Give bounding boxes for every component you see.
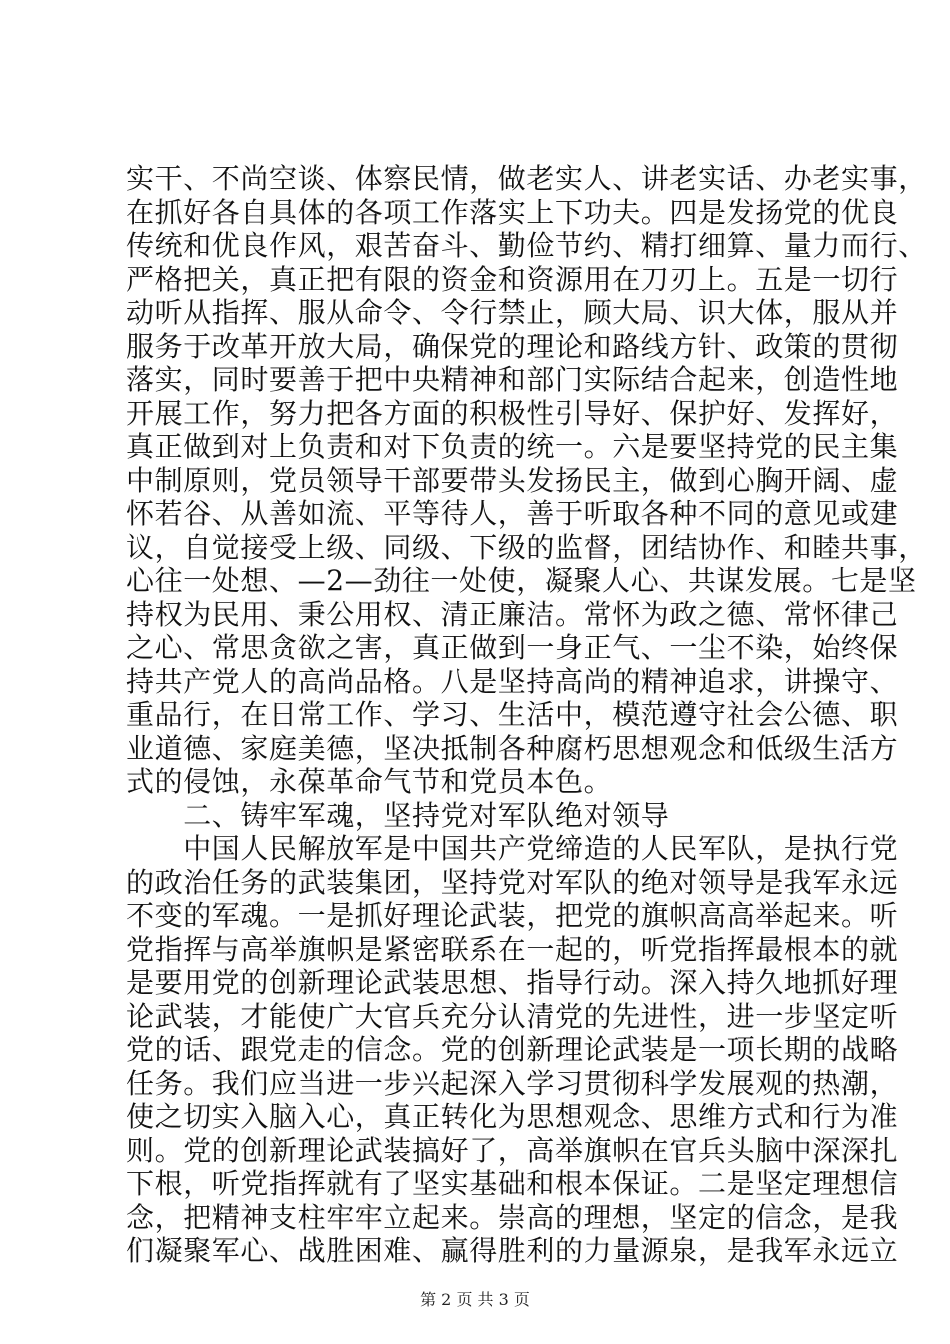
text-line: 中制原则，党员领导干部要带头发扬民主，做到心胸开阔、虚	[126, 463, 899, 497]
document-body	[126, 162, 927, 1268]
text-line: 式的侵蚀，永葆革命气节和党员本色。	[126, 765, 613, 798]
text-line: 实干、不尚空谈、体察民情，做老实人、讲老实话、办老实事，	[126, 162, 927, 195]
text-line: 在抓好各自具体的各项工作落实上下功夫。四是发扬党的优良	[126, 195, 899, 229]
section-heading: 二、铸牢军魂，坚持党对军队绝对领导	[126, 798, 670, 832]
text-line: 业道德、家庭美德，坚决抵制各种腐朽思想观念和低级生活方	[126, 731, 899, 765]
text-line: 真正做到对上负责和对下负责的统一。六是要坚持党的民主集	[126, 430, 899, 463]
text-line: 议，自觉接受上级、同级、下级的监督，团结协作、和睦共事，	[126, 530, 927, 564]
text-line: 使之切实入脑入心，真正转化为思想观念、思维方式和行为准	[126, 1100, 899, 1133]
text-line: 是要用党的创新理论武装思想、指导行动。深入持久地抓好理	[126, 966, 899, 999]
text-line: 持权为民用、秉公用权、清正廉洁。常怀为政之德、常怀律己	[126, 597, 899, 631]
text-line: 之心、常思贪欲之害，真正做到一身正气、一尘不染，始终保	[126, 631, 899, 664]
text-line: 们凝聚军心、战胜困难、赢得胜利的力量源泉，是我军永远立	[126, 1234, 899, 1267]
text-line: 怀若谷、从善如流、平等待人，善于听取各种不同的意见或建	[126, 497, 899, 530]
text-line: 下根，听党指挥就有了坚实基础和根本保证。二是坚定理想信	[126, 1167, 899, 1200]
text-line: 的政治任务的武装集团，坚持党对军队的绝对领导是我军永远	[126, 865, 899, 899]
text-line: 则。党的创新理论武装搞好了，高举旗帜在官兵头脑中深深扎	[126, 1133, 899, 1167]
text-line: 论武装，才能使广大官兵充分认清党的先进性，进一步坚定听	[126, 999, 899, 1033]
text-line: 念，把精神支柱牢牢立起来。崇高的理想，坚定的信念，是我	[126, 1200, 899, 1234]
text-line: 严格把关，真正把有限的资金和资源用在刀刃上。五是一切行	[126, 262, 899, 296]
text-line: 不变的军魂。一是抓好理论武装，把党的旗帜高高举起来。听	[126, 899, 899, 932]
text-line: 持共产党人的高尚品格。八是坚持高尚的精神追求，讲操守、	[126, 664, 899, 698]
text-line: 任务。我们应当进一步兴起深入学习贯彻科学发展观的热潮，	[126, 1066, 899, 1100]
text-line: 重品行，在日常工作、学习、生活中，模范遵守社会公德、职	[126, 698, 899, 731]
text-line: 党指挥与高举旗帜是紧密联系在一起的，听党指挥最根本的就	[126, 932, 899, 966]
text-line: 党的话、跟党走的信念。党的创新理论武装是一项长期的战略	[126, 1033, 899, 1066]
page-number: 第 2 页 共 3 页	[420, 1290, 530, 1309]
text-line: 落实，同时要善于把中央精神和部门实际结合起来，创造性地	[126, 363, 899, 396]
text-line: 心往一处想、—2—劲往一处使，凝聚人心、共谋发展。七是坚	[126, 564, 917, 597]
text-line: 传统和优良作风，艰苦奋斗、勤俭节约、精打细算、量力而行、	[126, 229, 927, 262]
text-line: 开展工作，努力把各方面的积极性引导好、保护好、发挥好，	[126, 396, 899, 430]
text-line: 动听从指挥、服从命令、令行禁止，顾大局、识大体，服从并	[126, 296, 899, 329]
text-line: 中国人民解放军是中国共产党缔造的人民军队，是执行党	[126, 832, 899, 865]
text-line: 服务于改革开放大局，确保党的理论和路线方针、政策的贯彻	[126, 329, 899, 363]
